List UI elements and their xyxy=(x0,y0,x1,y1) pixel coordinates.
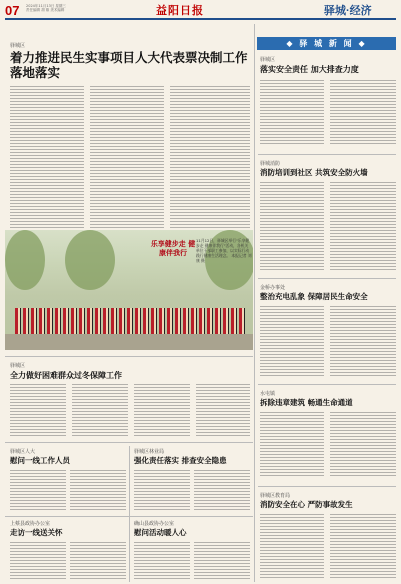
story-text xyxy=(260,80,324,146)
story-headline: 消防培训到社区 共筑安全防火墙 xyxy=(260,168,368,177)
story-text xyxy=(194,470,250,510)
story-headline: 走访一线送关怀 xyxy=(10,528,63,537)
column-divider xyxy=(129,446,130,582)
story-text xyxy=(70,542,126,580)
story-text xyxy=(330,182,396,270)
story-text xyxy=(70,470,126,510)
story-headline: 慰问活动暖人心 xyxy=(134,528,187,537)
story-text xyxy=(10,542,66,580)
story-headline: 消防安全在心 严防事故发生 xyxy=(260,500,353,509)
story-text xyxy=(134,384,190,436)
story-headline: 慰问一线工作人员 xyxy=(10,456,70,465)
story-text xyxy=(330,80,396,146)
divider xyxy=(258,154,396,155)
story-text xyxy=(134,470,190,510)
lead-headline: 着力推进民生实事项目人大代表票决制工作落地落实 xyxy=(10,50,248,80)
story-kicker: 金桥办事处 xyxy=(260,285,286,291)
story-text xyxy=(134,542,190,580)
story-kicker: 驿城区 xyxy=(10,363,26,369)
story-text xyxy=(330,412,396,478)
newspaper-logo: 益阳日报 xyxy=(156,4,204,17)
story-text xyxy=(330,514,396,580)
divider xyxy=(5,442,253,443)
date-line xyxy=(26,4,146,13)
story-text xyxy=(260,514,324,580)
story-headline: 落实安全责任 加大排查力度 xyxy=(260,64,359,74)
lead-text-col-2 xyxy=(90,86,164,228)
story-headline: 强化责任落实 排查安全隐患 xyxy=(134,456,227,465)
issue-date: 2024年11月13日 星期三 xyxy=(26,4,66,8)
story-kicker: 水屯镇 xyxy=(260,391,276,397)
story-kicker: 驿城区教育局 xyxy=(260,493,291,499)
story-kicker: 驿城消防 xyxy=(260,161,281,167)
photo-title: 乐享健步走 健康伴我行 xyxy=(150,240,196,257)
story-text xyxy=(10,470,66,510)
divider xyxy=(258,384,396,385)
story-kicker: 驿城区人大 xyxy=(10,449,36,455)
story-headline: 整治充电乱象 保障居民生命安全 xyxy=(260,292,368,301)
story-kicker: 上蔡县政协办公室 xyxy=(10,521,51,527)
divider xyxy=(258,486,396,487)
story-kicker: 驿城区林业局 xyxy=(134,449,165,455)
story-text xyxy=(72,384,128,436)
story-text xyxy=(10,384,66,436)
masthead-rule xyxy=(5,18,396,20)
divider xyxy=(258,278,396,279)
story-kicker: 驿城区 xyxy=(260,57,276,63)
lead-kicker: 驿城区 xyxy=(10,43,26,49)
story-text xyxy=(330,306,396,376)
editor-line: 责任编辑 胡 雄 美术编辑 xyxy=(26,8,65,13)
story-headline: 全力做好困难群众过冬保障工作 xyxy=(10,370,122,380)
divider xyxy=(5,356,253,357)
story-kicker: 确山县政协办公室 xyxy=(134,521,175,527)
column-divider xyxy=(254,24,255,582)
lead-text-col-1 xyxy=(10,86,84,228)
page-number: 07 xyxy=(5,3,20,18)
story-text xyxy=(196,384,250,436)
divider xyxy=(5,516,253,517)
story-text xyxy=(260,182,324,270)
story-text xyxy=(194,542,250,580)
story-text xyxy=(260,412,324,478)
news-banner: ◆ 驿 城 新 闻 ◆ xyxy=(257,37,396,50)
story-headline: 拆除违章建筑 畅通生命通道 xyxy=(260,398,353,407)
photo-caption: 11月12日，驿城区举行"乐享健步走 健康伴我行"活动，各机关单位干部职工参加，以实际行动践行健康生活理念。 本报记者 刘康 摄 xyxy=(196,238,252,263)
section-title: 驿城·经济 xyxy=(324,5,372,17)
lead-text-col-3 xyxy=(170,86,250,228)
story-text xyxy=(260,306,324,376)
